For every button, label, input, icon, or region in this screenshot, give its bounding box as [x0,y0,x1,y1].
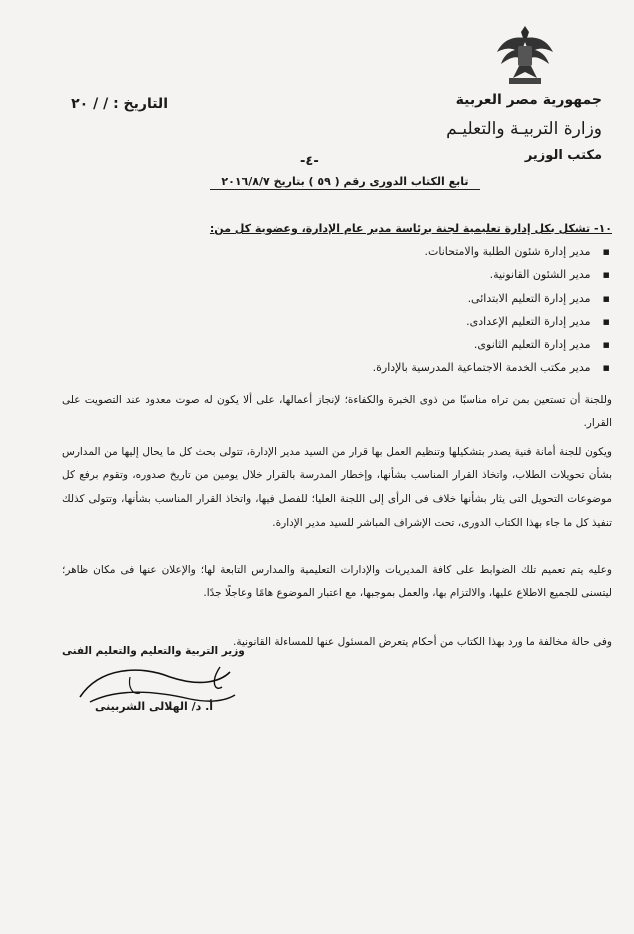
header-country: جمهورية مصر العربية [455,92,602,108]
signature-name: أ. د/ الهلالى الشربينى [95,700,214,713]
list-item: ▪ مدير إدارة التعليم الثانوى. [192,333,612,356]
list-item: ▪ مدير إدارة التعليم الابتدائى. [192,287,612,310]
page-number: -٤- [300,154,319,169]
paragraph-secretariat: ويكون للجنة أمانة فنية يصدر بتشكيلها وتنظيم العمل بها قرار من السيد مدير الإدارة، تتولى بحث كل ما يحال إليها من المدارس بشأن تحويلات الطلاب، واتخاذ القرار المناسب بشأنها، وإخطار المدرسة بالقرار خلال يومين من تاريخ صدوره، وتقوم برفع كل موضوعات التحويل التى يثار بشأنها خلاف فى الرأى إلى اللجنة العليا؛ للفصل فيها، واتخاذ القرار المناسب بشأنها، وتتولى كذلك تنفيذ كل ما جاء بهذا الكتاب الدورى، تحت الإشراف المباشر للسيد مدير الإدارة. [62,445,612,529]
paragraph-circulation: وعليه يتم تعميم تلك الضوابط على كافة المديريات والإدارات التعليمية والمدارس التابعة لها؛ والإعلان عنها فى مكان ظاهر؛ ليتسنى للجميع الاطلاع عليها، والالتزام بها، والعمل بموجبها، مع اعتبار الموضوع هامًا وعاجلًا جدًا. [62,563,612,600]
list-item: ▪ مدير إدارة التعليم الإعدادى. [192,310,612,333]
header-office: مكتب الوزير [524,148,602,163]
date-line: التاريخ : / / ٢٠ [71,96,168,112]
signature-title: وزير التربية والتعليم والتعليم الفنى [62,645,245,657]
subject-line: تابع الكتاب الدورى رقم ( ٥٩ ) بتاريخ ٢٠١٦/٨/٧ [210,175,480,190]
members-list [192,240,612,380]
paragraph-violation: وفى حالة مخالفة ما ورد بهذا الكتاب من أحكام يتعرض المسئول عنها للمساءلة القانونية. [232,635,612,648]
header-ministry: وزارة التربيـة والتعليـم [446,119,602,139]
list-item: ▪ مدير مكتب الخدمة الاجتماعية المدرسية بالإدارة. [192,356,612,379]
list-item: ▪ مدير إدارة شئون الطلبة والامتحانات. [192,240,612,263]
list-item: ▪ مدير الشئون القانونية. [192,263,612,286]
paragraph-advisors: وللجنة أن تستعين بمن تراه مناسبًا من ذوى الخبرة والكفاءة؛ لإنجاز أعمالها، على ألا يكون له صوت معدود عند التصويت على القرار. [62,393,612,430]
eagle-emblem-icon [495,22,555,88]
item-heading: ١٠- تشكل بكل إدارة تعليمية لجنة برئاسة مدير عام الإدارة، وعضوية كل من: [209,222,612,235]
